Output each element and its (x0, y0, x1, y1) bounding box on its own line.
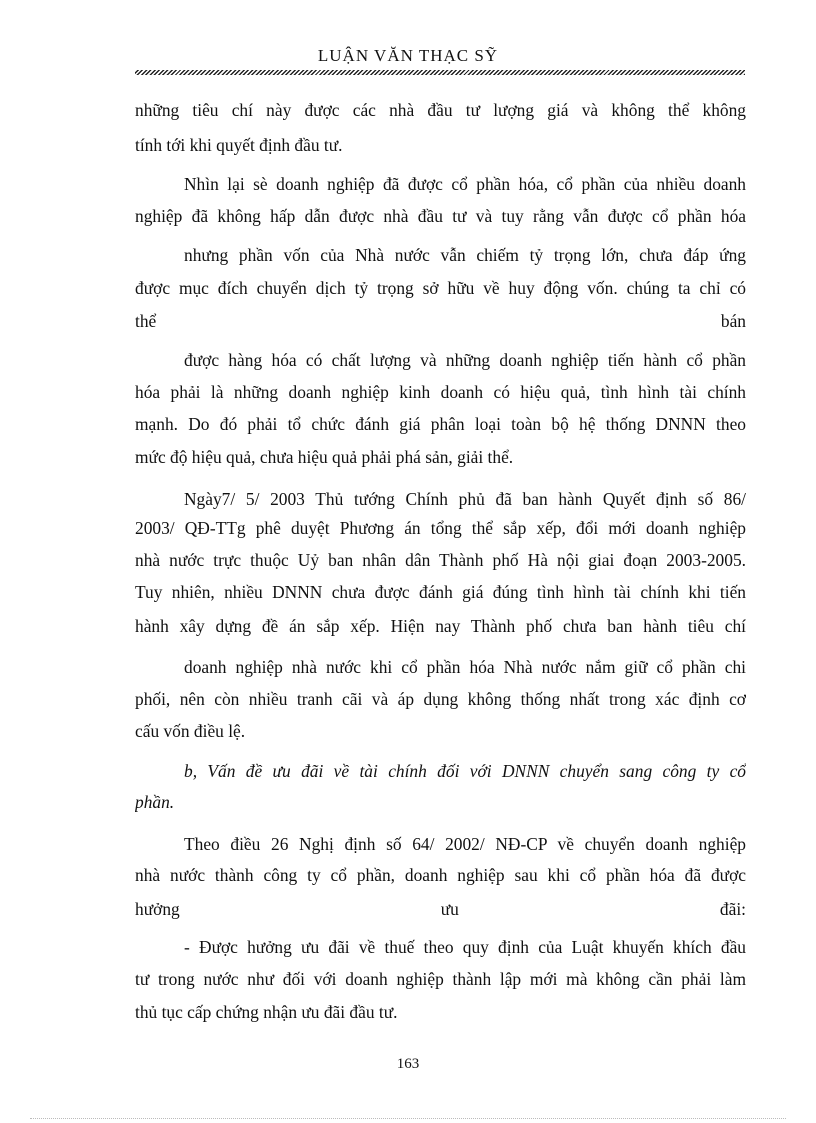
text-line: thể bán (135, 311, 746, 331)
text-line: doanh nghiệp nhà nước khi cổ phần hóa Nhà nước nắm giữ cổ phần chi (184, 657, 746, 677)
text-line: những tiêu chí này được các nhà đầu tư lượng giá và không thể không (135, 100, 746, 120)
text-line: cấu vốn điều lệ. (135, 721, 246, 741)
text-line: được mục đích chuyển dịch tỷ trọng sở hữu về huy động vốn. chúng ta chỉ có (135, 278, 746, 298)
text-line: nghiệp đã không hấp dẫn được nhà đầu tư và tuy rằng vẫn được cổ phần hóa (135, 206, 746, 226)
section-heading: phần. (135, 792, 175, 812)
text-line: phối, nên còn nhiều tranh cãi và áp dụng không thống nhất trong xác định cơ (135, 689, 746, 709)
text-line: Ngày7/ 5/ 2003 Thủ tướng Chính phủ đã ban hành Quyết định số 86/ (184, 489, 746, 509)
section-heading: b, Vấn đề ưu đãi về tài chính đối với DNNN chuyển sang công ty cổ (184, 761, 746, 781)
text-line: thủ tục cấp chứng nhận ưu đãi đầu tư. (135, 1002, 398, 1022)
text-line: Theo điều 26 Nghị định số 64/ 2002/ NĐ-CP về chuyển doanh nghiệp (184, 834, 746, 854)
text-line: hành xây dựng đề án sắp xếp. Hiện nay Thành phố chưa ban hành tiêu chí (135, 616, 746, 636)
page-number: 163 (396, 1056, 420, 1072)
text-line: nhưng phần vốn của Nhà nước vẫn chiếm tỷ trọng lớn, chưa đáp ứng (184, 245, 746, 265)
text-line: Nhìn lại sè doanh nghiệp đã được cổ phần hóa, cổ phần của nhiều doanh (184, 174, 746, 194)
text-line: tính tới khi quyết định đầu tư. (135, 135, 343, 155)
text-line: mạnh. Do đó phải tổ chức đánh giá phân loại toàn bộ hệ thống DNNN theo (135, 414, 746, 434)
footer-rule (30, 1118, 786, 1119)
text-line: nhà nước thành công ty cổ phần, doanh nghiệp sau khi cổ phần hóa đã được (135, 865, 746, 885)
text-line: tư trong nước như đối với doanh nghiệp thành lập mới mà không cần phải làm (135, 969, 746, 989)
text-line: được hàng hóa có chất lượng và những doanh nghiệp tiến hành cổ phần (184, 350, 746, 370)
text-line: mức độ hiệu quả, chưa hiệu quả phải phá sản, giải thể. (135, 447, 514, 467)
text-line: Tuy nhiên, nhiều DNNN chưa được đánh giá đúng tình hình tài chính khi tiến (135, 582, 746, 602)
text-line: 2003/ QĐ-TTg phê duyệt Phương án tổng thể sắp xếp, đổi mới doanh nghiệp (135, 518, 746, 538)
header-title: LUẬN VĂN THẠC SỸ (317, 46, 499, 65)
text-line: hưởng ưu đãi: (135, 899, 746, 919)
text-line: - Được hưởng ưu đãi về thuế theo quy định của Luật khuyến khích đầu (184, 937, 746, 957)
text-line: nhà nước trực thuộc Uỷ ban nhân dân Thành phố Hà nội giai đoạn 2003-2005. (135, 550, 746, 570)
text-line: hóa phải là những doanh nghiệp kinh doanh có hiệu quả, tình hình tài chính (135, 382, 746, 402)
